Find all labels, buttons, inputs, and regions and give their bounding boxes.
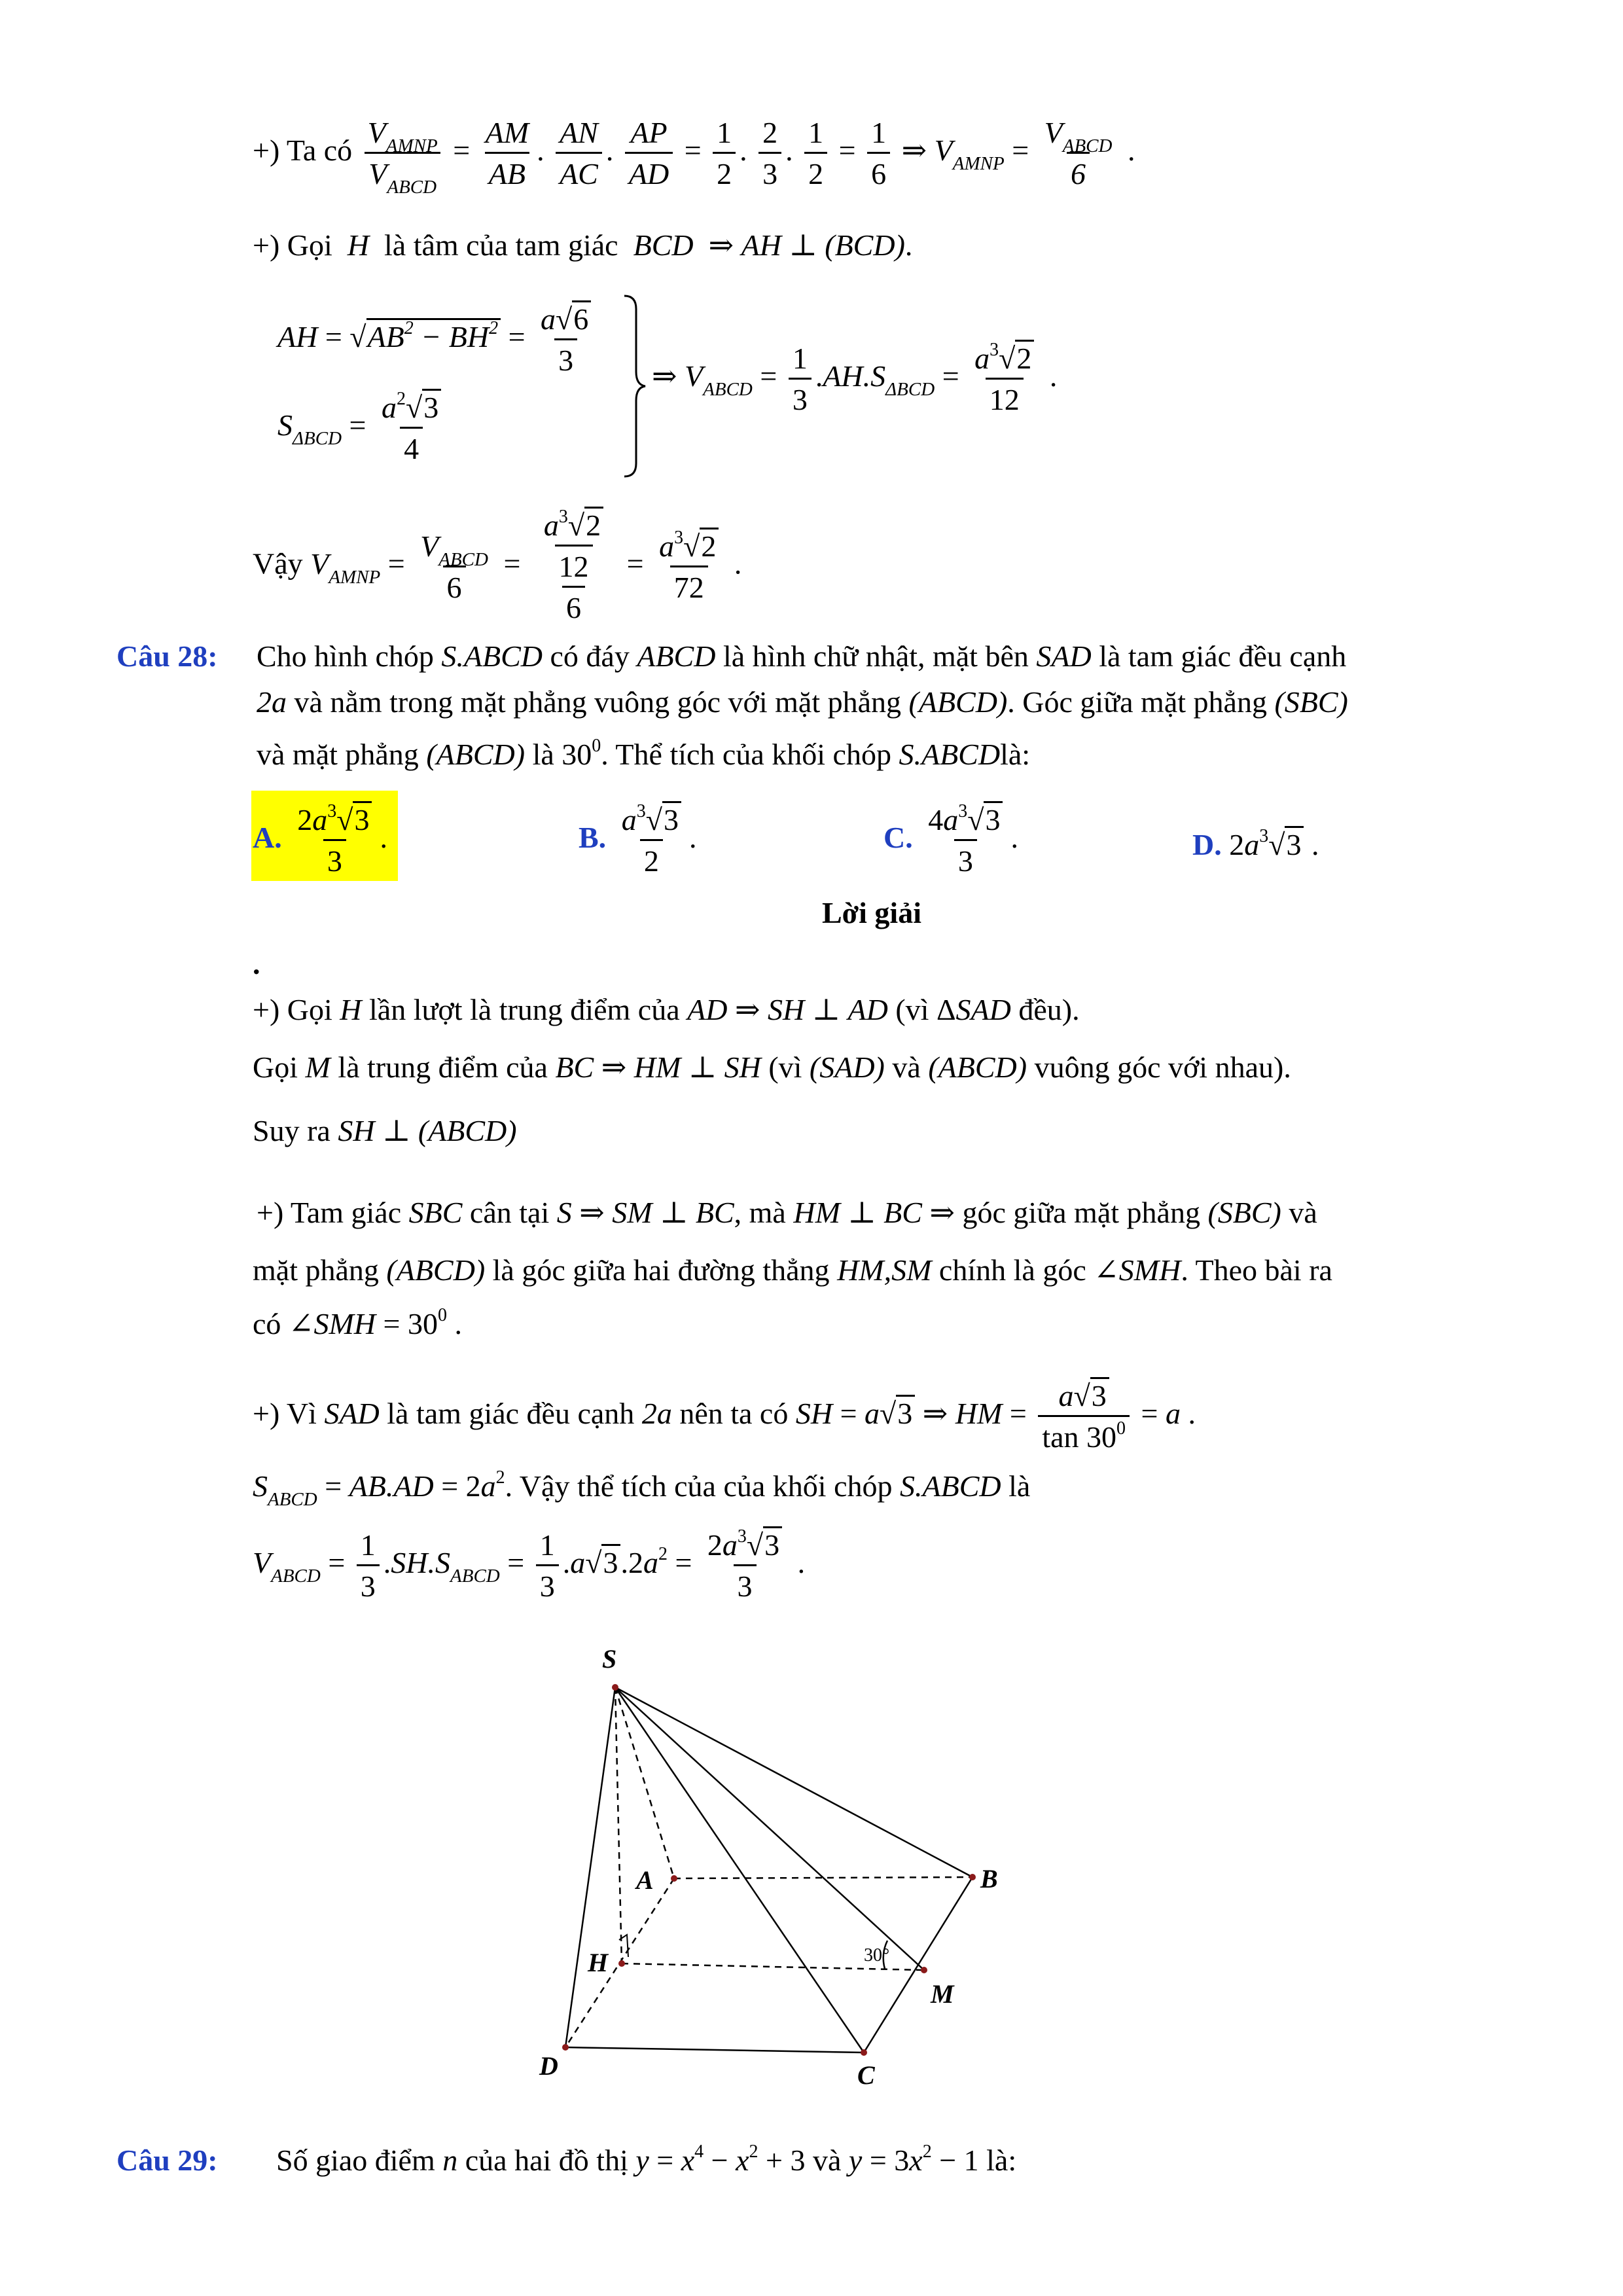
solution-line-5: mặt phẳng (ABCD) là góc giữa hai đường thẳng HM,SM chính là góc ∠SMH. Theo bài ra (253, 1253, 1332, 1287)
solution-line-6: có ∠SMH = $30^0$ . (253, 1305, 462, 1340)
label-s: S (602, 1644, 617, 1674)
q28-line-1: Cho hình chóp S.ABCD có đáy ABCD là hình chữ nhật, mặt bên SAD là tam giác đều cạnh (257, 639, 1347, 673)
point-c (861, 2049, 867, 2056)
question-29-label: Câu 29: (116, 2144, 218, 2177)
point-s (612, 1684, 618, 1691)
label-m: M (931, 1979, 954, 2009)
question-28-label: Câu 28: (116, 639, 218, 673)
point-m (921, 1967, 927, 1973)
option-a[interactable]: A. $\frac{2a^3√3}{3}$ . (253, 801, 387, 878)
edge-sa (615, 1687, 674, 1878)
label-c: C (857, 2060, 875, 2090)
edge-dc (565, 2047, 864, 2053)
point-h (618, 1960, 625, 1967)
option-b[interactable]: B. $\frac{a^3√3}{2}$ . (579, 801, 697, 878)
q28-line-3: và mặt phẳng (ABCD) là $30^0$. Thể tích của khối chóp S.ABCDlà: (257, 736, 1031, 771)
solution-line-4: +) Tam giác SBC cân tại S ⇒ SM ⊥ BC, mà HM ⊥ BC ⇒ góc giữa mặt phẳng (SBC) và (257, 1196, 1317, 1229)
point-a (671, 1875, 677, 1882)
point-d (562, 2044, 569, 2051)
option-d[interactable]: D. $2a^3√3$ . (1192, 826, 1319, 861)
solution-line-3: Suy ra SH ⊥ (ABCD) (253, 1114, 517, 1147)
solution-line-1: +) Gọi H lần lượt là trung điểm của AD ⇒ SH ⊥ AD (vì ΔSAD đều). (253, 993, 1080, 1026)
area-formula: $S_{\Delta BCD}$ = $\frac{a^2√3}{4}$ (277, 393, 449, 464)
label-b: B (980, 1864, 998, 1893)
volume-abcd-formula: ⇒ $V_{ABCD}$ = $\frac{1}{3}$ $.AH.S_{\Delta BCD}$ = $\frac{a^3√2}{12}$ . (652, 340, 1058, 416)
conclusion-line: Vậy $V_{AMNP}$ = $V_{ABCD}$ 6 = $\frac{\frac{a^3√2}{12}}{6}$ = $\frac{a^3√2}{72}$ . (253, 507, 742, 624)
solution-line-9: $V_{ABCD}$ = $\frac{1}{3}$ $.SH.S_{ABCD}$ = $\frac{1}{3}$ $.a√3.2a^2$ = $\frac{2a^3√3}{3}$ . (253, 1526, 806, 1603)
edge-sh (615, 1687, 622, 1964)
ratio-line: +) Ta có $V_{AMNP}$ $V_{ABCD}$ = $\frac{AM}{AB}$ . $\frac{AN}{AC}$ . $\frac{AP}{AD}$ = $\frac{1}{2}$ . $\frac{2}{3}$ . $\frac{1}{2}$ = $\frac{1}{6}$ ⇒ $V_{AMNP}$ = $V_{ABCD}$ 6 . (253, 116, 1135, 198)
edge-sd (565, 1687, 615, 2047)
edge-sm (615, 1687, 924, 1970)
solution-line-7: +) Vì SAD là tam giác đều cạnh 2a nên ta có SH = a√3 ⇒ HM = $\frac{a√3}{\tan 30^0}$ = a . (253, 1381, 1196, 1452)
label-a: A (636, 1865, 654, 1895)
centroid-line: +) Gọi H là tâm của tam giác BCD ⇒ AH ⊥ (BCD). (253, 228, 913, 262)
solution-line-2: Gọi M là trung điểm của BC ⇒ HM ⊥ SH (vì (SAD) và (ABCD) vuông góc với nhau). (253, 1050, 1291, 1084)
system-brace (622, 295, 648, 478)
label-d: D (539, 2051, 558, 2081)
point-b (969, 1874, 976, 1880)
option-c[interactable]: C. $\frac{4a^3√3}{3}$ . (883, 801, 1018, 878)
solution-title: Lời giải (822, 896, 921, 929)
pyramid-figure (510, 1636, 1099, 2094)
solution-dot: . (253, 947, 260, 980)
q28-line-2: 2a và nằm trong mặt phẳng vuông góc với mặt phẳng (ABCD). Góc giữa mặt phẳng (SBC) (257, 685, 1348, 719)
label-h: H (588, 1948, 609, 1977)
ah-formula: AH = $√AB^2 - BH^2$ = $\frac{a√6}{3}$ (277, 304, 599, 376)
q29-text: Số giao điểm n của hai đồ thị $y = x^4 - x^2 + 3$ và $y = 3x^2 - 1$ là: (276, 2142, 1017, 2177)
angle-label: 30° (864, 1945, 890, 1965)
solution-line-8: $S_{ABCD} = AB.AD = 2a^2$. Vậy thể tích của của khối chóp S.ABCD là (253, 1467, 1031, 1510)
edge-sb (615, 1687, 972, 1877)
